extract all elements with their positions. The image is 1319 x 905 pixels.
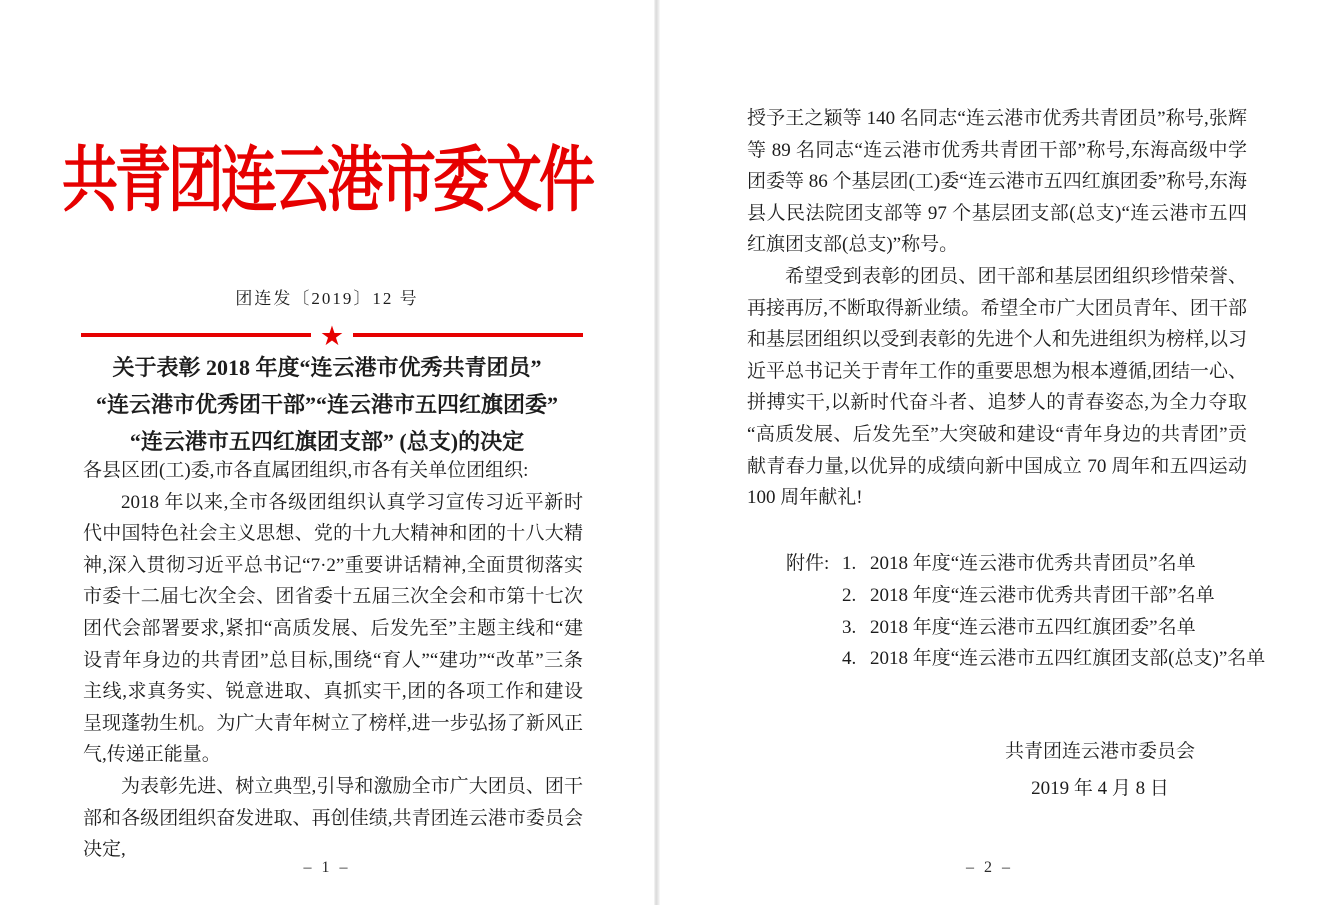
red-letterhead-title: 共青团连云港市委文件 [62, 141, 592, 222]
signature-block [880, 736, 1319, 800]
signing-date: 2019 年 4 月 8 日 [1031, 778, 1169, 799]
attachments-label: 附件: [786, 553, 830, 574]
attachments-label-spacer [786, 580, 842, 612]
body-paragraph-continued: 授予王之颖等 140 名同志“连云港市优秀共青团员”称号,张辉等 89 名同志“连云港市优秀共青团干部”称号,东海高级中学团委等 86 个基层团(工)委“连云港市五四红旗团委”称号,东海县人民法院团支部等 97 个基层团支部(总支)“连云港市五四红旗团支部(总支)”称号。 [747, 108, 1247, 256]
attachment-item-text: 2018 年度“连云港市五四红旗团支部(总支)”名单 [870, 648, 1266, 670]
page-2-body [747, 103, 1247, 514]
page-2-number: – 2 – [966, 859, 1013, 876]
red-divider-rule [81, 320, 583, 350]
document-page-2 [660, 0, 1319, 905]
attachment-item-text: 2018 年度“连云港市优秀共青团员”名单 [870, 553, 1196, 574]
attachment-item-text: 2018 年度“连云港市优秀共青团干部”名单 [870, 584, 1215, 606]
attachment-item-number: 1. [842, 553, 857, 574]
document-title [0, 349, 654, 460]
attachment-item-number: 3. [842, 616, 857, 638]
body-paragraph: 为表彰先进、树立典型,引导和激励全市广大团员、团干部和各级团组织奋发进取、再创佳绩,共青团连云港市委员会决定, [83, 775, 583, 861]
document-page-1 [0, 0, 654, 905]
attachment-item-text: 2018 年度“连云港市五四红旗团委”名单 [870, 616, 1196, 638]
document-title-line-3: “连云港市五四红旗团支部” (总支)的决定 [129, 429, 525, 454]
attachments-label-spacer [786, 612, 842, 644]
body-paragraph: 2018 年以来,全市各级团组织认真学习宣传习近平新时代中国特色社会主义思想、党的十九大精神和团的十八大精神,深入贯彻习近平总书记“7·2”重要讲话精神,全面贯彻落实市委十二届七次全会、团省委十五届三次全会和市第十七次团代会部署要求,紧扣“高质发展、后发先至”主题主线和“建设青年身边的共青团”总目标,围绕“育人”“建功”“改革”三条主线,求真务实、锐意进取、真抓实干,团的各项工作和建设呈现蓬勃生机。为广大青年树立了榜样,进一步弘扬了新风正气,传递正能量。 [83, 491, 583, 766]
signing-organization: 共青团连云港市委员会 [1004, 741, 1195, 762]
attachment-item-number: 2. [842, 584, 857, 606]
document-number: 团连发〔2019〕12 号 [235, 289, 419, 308]
attachment-item-number: 4. [842, 648, 857, 670]
red-rule-left-segment [81, 333, 311, 337]
red-rule-right-segment [353, 333, 583, 337]
salutation-line: 各县区团(工)委,市各直属团组织,市各有关单位团组织: [83, 460, 529, 481]
red-star-icon: ★ [319, 321, 345, 352]
document-title-line-2: “连云港市优秀团干部”“连云港市五四红旗团委” [95, 392, 558, 417]
document-title-line-1: 关于表彰 2018 年度“连云港市优秀共青团员” [112, 355, 542, 380]
page-1-number: – 1 – [303, 859, 351, 876]
attachments-list [786, 548, 1266, 675]
page-1-body [83, 455, 583, 866]
attachments-label-spacer [786, 643, 842, 675]
body-paragraph: 希望受到表彰的团员、团干部和基层团组织珍惜荣誉、再接再厉,不断取得新业绩。希望全市广大团员青年、团干部和基层团组织以受到表彰的先进个人和先进组织为榜样,以习近平总书记关于青年工作的重要思想为根本遵循,团结一心、拼搏实干,以新时代奋斗者、追梦人的青春姿态,为全力夺取“高质发展、后发先至”大突破和建设“青年身边的共青团”贡献青春力量,以优异的成绩向新中国成立 70 周年和五四运动 100 周年献礼! [747, 265, 1247, 509]
